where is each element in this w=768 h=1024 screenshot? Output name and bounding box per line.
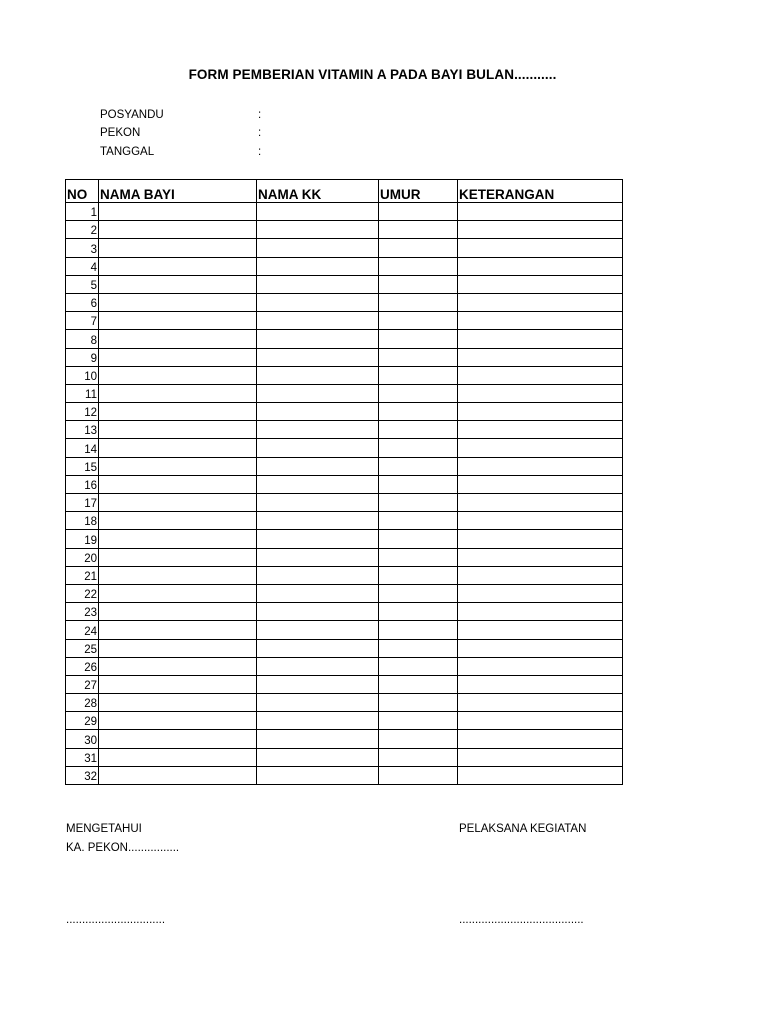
nama-kk-cell[interactable]: [257, 312, 379, 330]
nama-bayi-cell[interactable]: [99, 293, 257, 311]
row-number: 14: [66, 439, 99, 457]
nama-bayi-cell[interactable]: [99, 384, 257, 402]
form-title: FORM PEMBERIAN VITAMIN A PADA BAYI BULAN...........: [188, 67, 557, 82]
row-number: 24: [66, 621, 99, 639]
nama-kk-cell[interactable]: [257, 203, 379, 221]
table-row: [66, 639, 623, 657]
nama-kk-cell[interactable]: [257, 275, 379, 293]
table-row: [66, 494, 623, 512]
umur-cell[interactable]: [379, 748, 458, 766]
nama-bayi-cell[interactable]: [99, 494, 257, 512]
umur-cell[interactable]: [379, 384, 458, 402]
footer-pelaksana: PELAKSANA KEGIATAN: [459, 823, 587, 835]
keterangan-cell[interactable]: [458, 293, 623, 311]
table-row: [66, 366, 623, 384]
nama-bayi-cell[interactable]: [99, 366, 257, 384]
umur-cell[interactable]: [379, 712, 458, 730]
umur-cell[interactable]: [379, 530, 458, 548]
keterangan-cell[interactable]: [458, 275, 623, 293]
umur-cell[interactable]: [379, 330, 458, 348]
nama-kk-cell[interactable]: [257, 439, 379, 457]
nama-kk-cell[interactable]: [257, 566, 379, 584]
keterangan-cell[interactable]: [458, 421, 623, 439]
umur-cell[interactable]: [379, 494, 458, 512]
keterangan-cell[interactable]: [458, 403, 623, 421]
nama-bayi-cell[interactable]: [99, 348, 257, 366]
keterangan-cell[interactable]: [458, 621, 623, 639]
row-number: 15: [66, 457, 99, 475]
meta-label: POSYANDU: [100, 109, 164, 121]
nama-kk-cell[interactable]: [257, 330, 379, 348]
nama-bayi-cell[interactable]: [99, 766, 257, 784]
keterangan-cell[interactable]: [458, 657, 623, 675]
row-number: 10: [66, 366, 99, 384]
table-row: [66, 421, 623, 439]
header-keterangan: KETERANGAN: [458, 180, 623, 203]
row-number: 9: [66, 348, 99, 366]
nama-kk-cell[interactable]: [257, 675, 379, 693]
umur-cell[interactable]: [379, 275, 458, 293]
nama-bayi-cell[interactable]: [99, 730, 257, 748]
row-number: 23: [66, 603, 99, 621]
row-number: 17: [66, 494, 99, 512]
keterangan-cell[interactable]: [458, 639, 623, 657]
footer-right-signature-line: .......................................: [459, 914, 584, 926]
keterangan-cell[interactable]: [458, 712, 623, 730]
meta-label: PEKON: [100, 127, 141, 139]
nama-kk-cell[interactable]: [257, 366, 379, 384]
nama-bayi-cell[interactable]: [99, 675, 257, 693]
umur-cell[interactable]: [379, 766, 458, 784]
nama-bayi-cell[interactable]: [99, 403, 257, 421]
table-row: [66, 512, 623, 530]
nama-bayi-cell[interactable]: [99, 530, 257, 548]
keterangan-cell[interactable]: [458, 221, 623, 239]
umur-cell[interactable]: [379, 675, 458, 693]
umur-cell[interactable]: [379, 239, 458, 257]
keterangan-cell[interactable]: [458, 584, 623, 602]
nama-kk-cell[interactable]: [257, 512, 379, 530]
nama-kk-cell[interactable]: [257, 221, 379, 239]
table-row: [66, 439, 623, 457]
row-number: 13: [66, 421, 99, 439]
row-number: 7: [66, 312, 99, 330]
row-number: 4: [66, 257, 99, 275]
row-number: 5: [66, 275, 99, 293]
nama-kk-cell[interactable]: [257, 348, 379, 366]
nama-kk-cell[interactable]: [257, 748, 379, 766]
row-number: 21: [66, 566, 99, 584]
nama-bayi-cell[interactable]: [99, 439, 257, 457]
keterangan-cell[interactable]: [458, 548, 623, 566]
row-number: 28: [66, 694, 99, 712]
table-header-row: [66, 180, 623, 203]
umur-cell[interactable]: [379, 475, 458, 493]
meta-label: TANGGAL: [100, 146, 155, 158]
table-row: [66, 730, 623, 748]
row-number: 12: [66, 403, 99, 421]
nama-bayi-cell[interactable]: [99, 694, 257, 712]
footer-left-signature-line: ...............................: [66, 914, 166, 926]
keterangan-cell[interactable]: [458, 330, 623, 348]
umur-cell[interactable]: [379, 293, 458, 311]
keterangan-cell[interactable]: [458, 203, 623, 221]
nama-bayi-cell[interactable]: [99, 621, 257, 639]
nama-kk-cell[interactable]: [257, 694, 379, 712]
keterangan-cell[interactable]: [458, 439, 623, 457]
table-row: [66, 384, 623, 402]
nama-bayi-cell[interactable]: [99, 603, 257, 621]
vitamin-table: [65, 179, 623, 785]
table-row: [66, 475, 623, 493]
keterangan-cell[interactable]: [458, 766, 623, 784]
nama-kk-cell[interactable]: [257, 730, 379, 748]
table-body: [66, 203, 623, 785]
umur-cell[interactable]: [379, 439, 458, 457]
keterangan-cell[interactable]: [458, 603, 623, 621]
table-row: [66, 603, 623, 621]
nama-kk-cell[interactable]: [257, 603, 379, 621]
table-row: [66, 457, 623, 475]
nama-kk-cell[interactable]: [257, 239, 379, 257]
table-row: [66, 239, 623, 257]
umur-cell[interactable]: [379, 348, 458, 366]
nama-kk-cell[interactable]: [257, 548, 379, 566]
row-number: 3: [66, 239, 99, 257]
nama-bayi-cell[interactable]: [99, 457, 257, 475]
nama-bayi-cell[interactable]: [99, 657, 257, 675]
nama-kk-cell[interactable]: [257, 293, 379, 311]
row-number: 2: [66, 221, 99, 239]
table-row: [66, 257, 623, 275]
nama-bayi-cell[interactable]: [99, 512, 257, 530]
nama-kk-cell[interactable]: [257, 530, 379, 548]
nama-bayi-cell[interactable]: [99, 203, 257, 221]
umur-cell[interactable]: [379, 730, 458, 748]
keterangan-cell[interactable]: [458, 730, 623, 748]
umur-cell[interactable]: [379, 203, 458, 221]
row-number: 29: [66, 712, 99, 730]
table-row: [66, 766, 623, 784]
row-number: 25: [66, 639, 99, 657]
keterangan-cell[interactable]: [458, 694, 623, 712]
row-number: 22: [66, 584, 99, 602]
table-row: [66, 657, 623, 675]
keterangan-cell[interactable]: [458, 566, 623, 584]
header-nama-kk: NAMA KK: [257, 180, 379, 203]
table-row: [66, 694, 623, 712]
nama-bayi-cell[interactable]: [99, 748, 257, 766]
nama-bayi-cell[interactable]: [99, 584, 257, 602]
row-number: 30: [66, 730, 99, 748]
nama-kk-cell[interactable]: [257, 712, 379, 730]
nama-kk-cell[interactable]: [257, 421, 379, 439]
keterangan-cell[interactable]: [458, 312, 623, 330]
keterangan-cell[interactable]: [458, 239, 623, 257]
umur-cell[interactable]: [379, 694, 458, 712]
row-number: 1: [66, 203, 99, 221]
keterangan-cell[interactable]: [458, 748, 623, 766]
umur-cell[interactable]: [379, 403, 458, 421]
keterangan-cell[interactable]: [458, 257, 623, 275]
umur-cell[interactable]: [379, 603, 458, 621]
nama-kk-cell[interactable]: [257, 457, 379, 475]
umur-cell[interactable]: [379, 421, 458, 439]
umur-cell[interactable]: [379, 257, 458, 275]
table-row: [66, 566, 623, 584]
nama-kk-cell[interactable]: [257, 257, 379, 275]
row-number: 6: [66, 293, 99, 311]
header-nama-bayi: NAMA BAYI: [99, 180, 257, 203]
table-row: [66, 748, 623, 766]
umur-cell[interactable]: [379, 221, 458, 239]
table-row: [66, 275, 623, 293]
nama-bayi-cell[interactable]: [99, 312, 257, 330]
meta-colon: :: [258, 109, 262, 121]
keterangan-cell[interactable]: [458, 530, 623, 548]
table-row: [66, 330, 623, 348]
nama-bayi-cell[interactable]: [99, 421, 257, 439]
nama-bayi-cell[interactable]: [99, 221, 257, 239]
umur-cell[interactable]: [379, 657, 458, 675]
row-number: 19: [66, 530, 99, 548]
umur-cell[interactable]: [379, 312, 458, 330]
table-row: [66, 530, 623, 548]
nama-bayi-cell[interactable]: [99, 475, 257, 493]
nama-kk-cell[interactable]: [257, 475, 379, 493]
nama-bayi-cell[interactable]: [99, 239, 257, 257]
row-number: 16: [66, 475, 99, 493]
umur-cell[interactable]: [379, 366, 458, 384]
nama-kk-cell[interactable]: [257, 766, 379, 784]
umur-cell[interactable]: [379, 457, 458, 475]
row-number: 31: [66, 748, 99, 766]
nama-kk-cell[interactable]: [257, 403, 379, 421]
table-row: [66, 675, 623, 693]
nama-kk-cell[interactable]: [257, 657, 379, 675]
table-row: [66, 403, 623, 421]
row-number: 27: [66, 675, 99, 693]
row-number: 32: [66, 766, 99, 784]
umur-cell[interactable]: [379, 548, 458, 566]
nama-bayi-cell[interactable]: [99, 257, 257, 275]
footer-ka-pekon: KA. PEKON................: [66, 842, 180, 854]
keterangan-cell[interactable]: [458, 384, 623, 402]
nama-kk-cell[interactable]: [257, 584, 379, 602]
table-row: [66, 621, 623, 639]
footer-mengetahui: MENGETAHUI: [66, 823, 142, 835]
keterangan-cell[interactable]: [458, 675, 623, 693]
row-number: 11: [66, 384, 99, 402]
nama-kk-cell[interactable]: [257, 494, 379, 512]
meta-colon: :: [258, 146, 262, 158]
nama-bayi-cell[interactable]: [99, 548, 257, 566]
keterangan-cell[interactable]: [458, 512, 623, 530]
row-number: 18: [66, 512, 99, 530]
nama-bayi-cell[interactable]: [99, 712, 257, 730]
table-row: [66, 712, 623, 730]
table-row: [66, 293, 623, 311]
nama-bayi-cell[interactable]: [99, 566, 257, 584]
nama-kk-cell[interactable]: [257, 621, 379, 639]
meta-colon: :: [258, 127, 262, 139]
table-row: [66, 548, 623, 566]
nama-bayi-cell[interactable]: [99, 275, 257, 293]
nama-bayi-cell[interactable]: [99, 330, 257, 348]
keterangan-cell[interactable]: [458, 457, 623, 475]
keterangan-cell[interactable]: [458, 494, 623, 512]
umur-cell[interactable]: [379, 621, 458, 639]
table-row: [66, 221, 623, 239]
nama-bayi-cell[interactable]: [99, 639, 257, 657]
table-row: [66, 348, 623, 366]
row-number: 20: [66, 548, 99, 566]
umur-cell[interactable]: [379, 566, 458, 584]
header-no: NO: [66, 180, 99, 203]
row-number: 26: [66, 657, 99, 675]
keterangan-cell[interactable]: [458, 475, 623, 493]
umur-cell[interactable]: [379, 639, 458, 657]
table-row: [66, 584, 623, 602]
nama-kk-cell[interactable]: [257, 639, 379, 657]
nama-kk-cell[interactable]: [257, 384, 379, 402]
keterangan-cell[interactable]: [458, 348, 623, 366]
table-row: [66, 203, 623, 221]
umur-cell[interactable]: [379, 512, 458, 530]
keterangan-cell[interactable]: [458, 366, 623, 384]
row-number: 8: [66, 330, 99, 348]
umur-cell[interactable]: [379, 584, 458, 602]
header-umur: UMUR: [379, 180, 458, 203]
table-row: [66, 312, 623, 330]
